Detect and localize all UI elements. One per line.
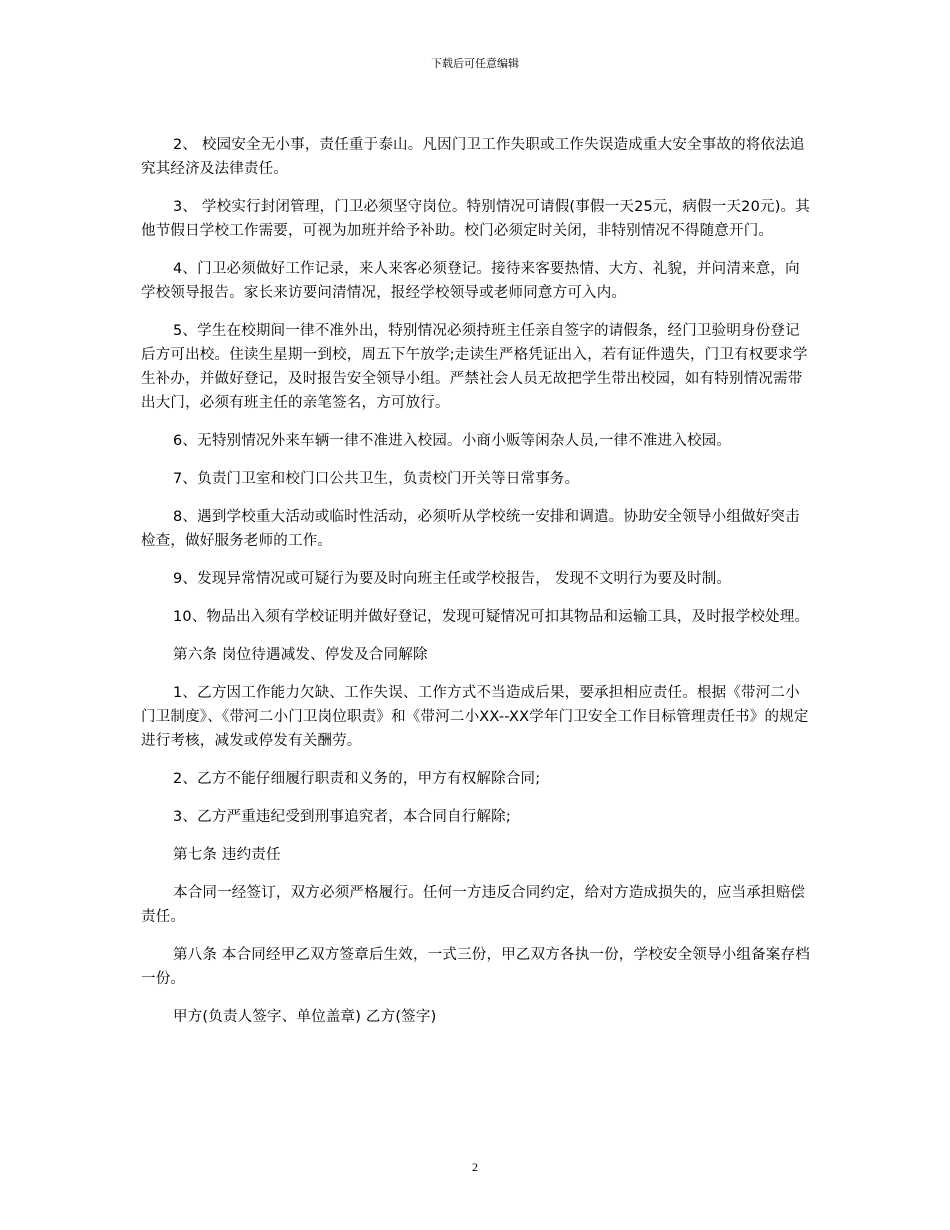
signature-line: 甲方(负责人签字、单位盖章) 乙方(签字) xyxy=(173,1009,437,1025)
article-6-item-2: 2、乙方不能仔细履行职责和义务的，甲方有权解除合同; xyxy=(173,771,541,787)
article-7-heading: 第七条 违约责任 xyxy=(173,847,281,863)
article-6-item-3: 3、乙方严重违纪受到刑事追究者，本合同自行解除; xyxy=(173,809,511,825)
document-body xyxy=(141,133,811,1043)
clause-2: 2、 校园安全无小事，责任重于泰山。凡因门卫工作失职或工作失误造成重大安全事故的将依法追究其经济及法律责任。 xyxy=(141,137,805,177)
page-header: 下载后可任意编辑 xyxy=(431,57,519,70)
page-number: 2 xyxy=(472,1160,478,1174)
article-8: 第八条 本合同经甲乙双方签章后生效，一式三份，甲乙双方各执一份，学校安全领导小组备案存档一份。 xyxy=(141,947,810,987)
clause-3: 3、 学校实行封闭管理，门卫必须坚守岗位。特别情况可请假(事假一天25元，病假一天20元)。其他节假日学校工作需要，可视为加班并给予补助。校门必须定时关闭，非特别情况不得随意开门。 xyxy=(141,199,810,239)
article-6-heading: 第六条 岗位待遇减发、停发及合同解除 xyxy=(173,647,428,663)
clause-6: 6、无特别情况外来车辆一律不准进入校园。小商小贩等闲杂人员,一律不准进入校园。 xyxy=(173,433,732,449)
clause-9: 9、发现异常情况或可疑行为要及时向班主任或学校报告， 发现不文明行为要及时制。 xyxy=(173,571,732,587)
clause-8: 8、遇到学校重大活动或临时性活动，必须听从学校统一安排和调遣。协助安全领导小组做好突击检查，做好服务老师的工作。 xyxy=(141,509,800,549)
clause-7: 7、负责门卫室和校门口公共卫生，负责校门开关等日常事务。 xyxy=(173,471,580,487)
clause-5: 5、学生在校期间一律不准外出，特别情况必须持班主任亲自签字的请假条，经门卫验明身份登记后方可出校。住读生星期一到校，周五下午放学;走读生严格凭证出入，若有证件遗失，门卫有权要求学生补办，并做好登记，及时报告安全领导小组。严禁社会人员无故把学生带出校园，如有特别情况需带出大门，必须有班主任的亲笔签名，方可放行。 xyxy=(141,323,808,411)
clause-4: 4、门卫必须做好工作记录，来人来客必须登记。接待来客要热情、大方、礼貌，并问清来意，向学校领导报告。家长来访要问清情况，报经学校领导或老师同意方可入内。 xyxy=(141,261,800,301)
article-6-item-1: 1、乙方因工作能力欠缺、工作失误、工作方式不当造成后果，要承担相应责任。根据《带河二小门卫制度》、《带河二小门卫岗位职责》和《带河二小XX--XX学年门卫安全工作目标管理责任书》的规定进行考核，减发或停发有关酬劳。 xyxy=(141,685,809,749)
clause-10: 10、物品出入须有学校证明并做好登记，发现可疑情况可扣其物品和运输工具，及时报学校处理。 xyxy=(173,609,810,625)
article-7-text: 本合同一经签订，双方必须严格履行。任何一方违反合同约定，给对方造成损失的，应当承担赔偿责任。 xyxy=(141,885,806,925)
